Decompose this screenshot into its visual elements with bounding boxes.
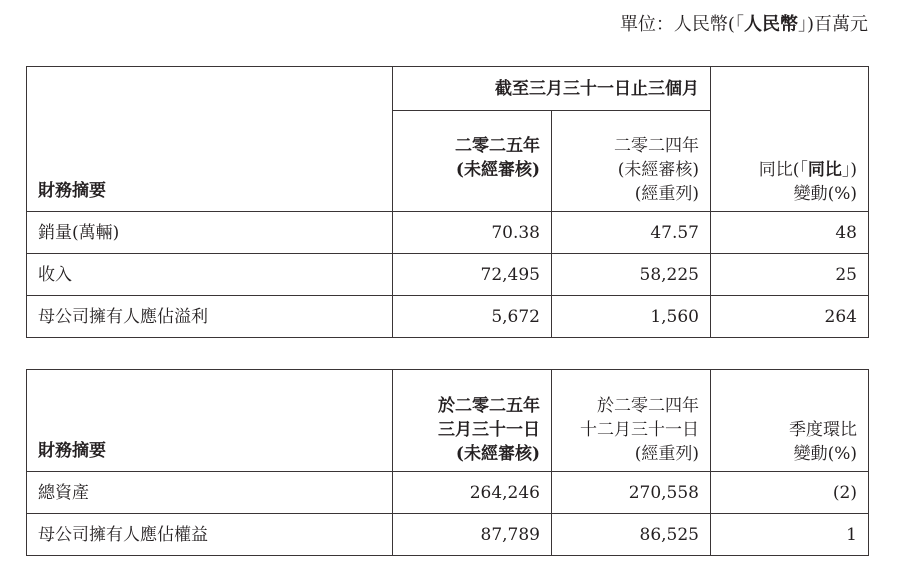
value-change: (2) (711, 472, 869, 514)
row-label: 總資產 (27, 472, 393, 514)
value-2024: 58,225 (552, 254, 711, 296)
quarterly-results-table (26, 66, 869, 338)
table1-change-header-line1: 同比(「同比」) (758, 160, 857, 180)
table2-label-header: 財務摘要 (27, 370, 393, 472)
table1-col-2024-header: 二零二四年 (未經審核) (經重列) (552, 111, 711, 212)
unit-note-suffix: 」)百萬元 (797, 14, 868, 35)
row-label: 收入 (27, 254, 393, 296)
table-row (27, 296, 869, 338)
value-2024: 1,560 (552, 296, 711, 338)
table2-col-2025-header: 於二零二五年 三月三十一日 (未經審核) (393, 370, 552, 472)
value-change: 25 (711, 254, 869, 296)
table-row (27, 254, 869, 296)
table1-change-header-line2: 變動(%) (793, 184, 857, 204)
value-change: 48 (711, 212, 869, 254)
table-row (27, 212, 869, 254)
table-row (27, 514, 869, 556)
value-2024: 47.57 (552, 212, 711, 254)
value-2025: 72,495 (393, 254, 552, 296)
table-row (27, 472, 869, 514)
table2-change-header: 季度環比 變動(%) (711, 370, 869, 472)
table1-change-header (711, 67, 869, 212)
row-label: 銷量(萬輛) (27, 212, 393, 254)
row-label: 母公司擁有人應佔溢利 (27, 296, 393, 338)
value-change: 1 (711, 514, 869, 556)
value-2025: 5,672 (393, 296, 552, 338)
value-2024: 270,558 (552, 472, 711, 514)
table1-label-header: 財務摘要 (27, 67, 393, 212)
value-2024: 86,525 (552, 514, 711, 556)
unit-note-currency: 人民幣 (743, 14, 798, 35)
value-2025: 87,789 (393, 514, 552, 556)
unit-note-prefix: 單位：人民幣(「 (619, 14, 744, 35)
value-2025: 264,246 (393, 472, 552, 514)
value-2025: 70.38 (393, 212, 552, 254)
balance-sheet-table (26, 369, 869, 556)
table2-col-2024-header: 於二零二四年 十二月三十一日 (經重列) (552, 370, 711, 472)
table1-period-header: 截至三月三十一日止三個月 (393, 67, 711, 111)
unit-note (620, 12, 868, 38)
value-change: 264 (711, 296, 869, 338)
row-label: 母公司擁有人應佔權益 (27, 514, 393, 556)
table1-col-2025-header: 二零二五年 (未經審核) (393, 111, 552, 212)
